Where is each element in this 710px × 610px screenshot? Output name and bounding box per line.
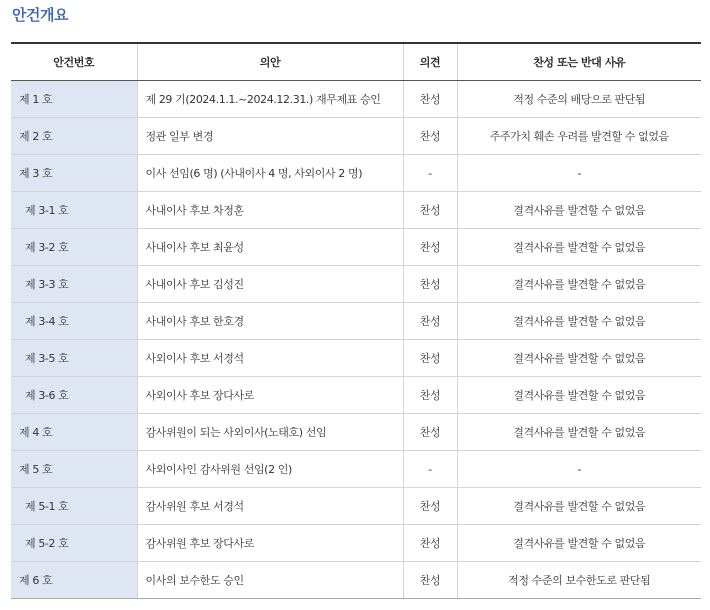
table-row (11, 525, 701, 562)
agenda-item-cell: 사내이사 후보 한호경 (137, 303, 403, 340)
opinion-cell: 찬성 (403, 525, 457, 562)
table-row (11, 155, 701, 192)
agenda-number-cell: 제 3-5 호 (11, 340, 137, 377)
opinion-cell: 찬성 (403, 340, 457, 377)
agenda-item-cell: 감사위원 후보 장다사로 (137, 525, 403, 562)
table-row (11, 340, 701, 377)
opinion-cell: 찬성 (403, 488, 457, 525)
reason-cell: 결격사유를 발견할 수 없었음 (457, 414, 701, 451)
agenda-number-cell: 제 3-4 호 (11, 303, 137, 340)
reason-cell: - (457, 451, 701, 488)
agenda-number-cell: 제 1 호 (11, 81, 137, 118)
agenda-item-cell: 정관 일부 변경 (137, 118, 403, 155)
reason-cell: 주주가치 훼손 우려를 발견할 수 없었음 (457, 118, 701, 155)
reason-cell: 결격사유를 발견할 수 없었음 (457, 340, 701, 377)
agenda-item-cell: 사외이사 후보 서경석 (137, 340, 403, 377)
table-header-row (11, 43, 701, 81)
agenda-number-cell: 제 3-6 호 (11, 377, 137, 414)
table-row (11, 303, 701, 340)
table-row (11, 192, 701, 229)
agenda-item-cell: 이사의 보수한도 승인 (137, 562, 403, 599)
reason-cell: 결격사유를 발견할 수 없었음 (457, 377, 701, 414)
reason-cell: 결격사유를 발견할 수 없었음 (457, 525, 701, 562)
agenda-number-cell: 제 3-3 호 (11, 266, 137, 303)
agenda-table-body (11, 81, 701, 599)
table-row (11, 81, 701, 118)
opinion-cell: 찬성 (403, 377, 457, 414)
agenda-item-cell: 사내이사 후보 최윤성 (137, 229, 403, 266)
agenda-number-cell: 제 3-2 호 (11, 229, 137, 266)
table-row (11, 229, 701, 266)
opinion-cell: 찬성 (403, 414, 457, 451)
opinion-cell: - (403, 155, 457, 192)
opinion-cell: 찬성 (403, 118, 457, 155)
agenda-item-cell: 사내이사 후보 차정훈 (137, 192, 403, 229)
reason-cell: 적정 수준의 보수한도로 판단됨 (457, 562, 701, 599)
header-agenda-number: 안건번호 (11, 43, 137, 81)
reason-cell: 결격사유를 발견할 수 없었음 (457, 266, 701, 303)
agenda-number-cell: 제 6 호 (11, 562, 137, 599)
agenda-number-cell: 제 5 호 (11, 451, 137, 488)
table-row (11, 118, 701, 155)
opinion-cell: 찬성 (403, 192, 457, 229)
agenda-number-cell: 제 5-1 호 (11, 488, 137, 525)
header-opinion: 의견 (403, 43, 457, 81)
header-agenda-item: 의안 (137, 43, 403, 81)
agenda-number-cell: 제 4 호 (11, 414, 137, 451)
agenda-table (11, 42, 701, 599)
agenda-item-cell: 사외이사 후보 장다사로 (137, 377, 403, 414)
agenda-item-cell: 감사위원 후보 서경석 (137, 488, 403, 525)
opinion-cell: 찬성 (403, 303, 457, 340)
header-reason: 찬성 또는 반대 사유 (457, 43, 701, 81)
agenda-number-cell: 제 3 호 (11, 155, 137, 192)
table-row (11, 451, 701, 488)
reason-cell: 적정 수준의 배당으로 판단됨 (457, 81, 701, 118)
opinion-cell: 찬성 (403, 81, 457, 118)
table-row (11, 414, 701, 451)
table-row (11, 562, 701, 599)
table-row (11, 266, 701, 303)
agenda-number-cell: 제 2 호 (11, 118, 137, 155)
agenda-item-cell: 제 29 기(2024.1.1.~2024.12.31.) 재무제표 승인 (137, 81, 403, 118)
agenda-item-cell: 사외이사인 감사위원 선임(2 인) (137, 451, 403, 488)
reason-cell: 결격사유를 발견할 수 없었음 (457, 192, 701, 229)
table-row (11, 488, 701, 525)
reason-cell: 결격사유를 발견할 수 없었음 (457, 303, 701, 340)
agenda-number-cell: 제 5-2 호 (11, 525, 137, 562)
reason-cell: 결격사유를 발견할 수 없었음 (457, 229, 701, 266)
opinion-cell: 찬성 (403, 229, 457, 266)
reason-cell: 결격사유를 발견할 수 없었음 (457, 488, 701, 525)
agenda-item-cell: 감사위원이 되는 사외이사(노태호) 선임 (137, 414, 403, 451)
agenda-number-cell: 제 3-1 호 (11, 192, 137, 229)
opinion-cell: 찬성 (403, 266, 457, 303)
opinion-cell: 찬성 (403, 562, 457, 599)
agenda-item-cell: 사내이사 후보 김성진 (137, 266, 403, 303)
page-title: 안건개요 (12, 6, 68, 24)
opinion-cell: - (403, 451, 457, 488)
table-row (11, 377, 701, 414)
reason-cell: - (457, 155, 701, 192)
agenda-item-cell: 이사 선임(6 명) (사내이사 4 명, 사외이사 2 명) (137, 155, 403, 192)
